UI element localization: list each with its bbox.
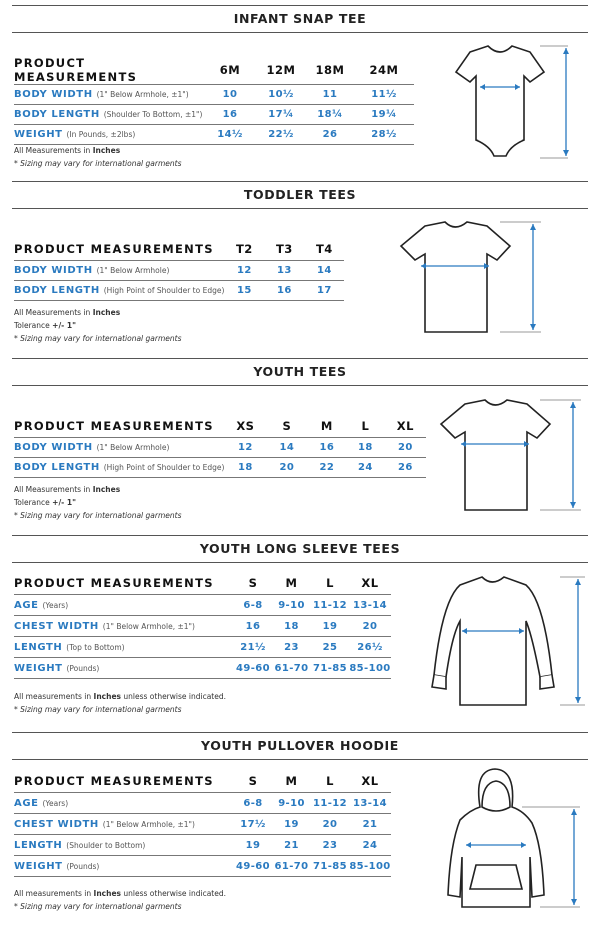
section-title: YOUTH PULLOVER HOODIE — [201, 738, 399, 753]
note-emphasis: +/- 1" — [52, 498, 77, 507]
row-label — [14, 856, 234, 877]
section-title-bar — [12, 181, 588, 209]
measurement-note: (Years) — [42, 798, 69, 808]
measurement-name: CHEST WIDTH — [14, 818, 99, 830]
row-label — [14, 835, 234, 856]
measurement-name: WEIGHT — [14, 129, 63, 140]
table-row — [14, 458, 426, 478]
measurement-value: 18 — [272, 616, 311, 637]
measurement-value: 10 — [204, 85, 256, 105]
notes — [14, 690, 226, 716]
note-emphasis: +/- 1" — [52, 321, 77, 330]
table-row — [14, 85, 414, 105]
size-header: XL — [349, 572, 391, 595]
measurement-value: 18¼ — [306, 105, 354, 125]
size-header: T2 — [224, 238, 264, 261]
row-label — [14, 458, 224, 478]
section-title: TODDLER TEES — [243, 187, 357, 202]
measurement-note: (1" Below Armhole, ±1") — [96, 90, 189, 99]
measurement-value: 16 — [234, 616, 272, 637]
size-header: XL — [384, 415, 426, 438]
size-header: S — [234, 572, 272, 595]
note-line — [14, 306, 181, 319]
onesie-diagram-icon — [440, 40, 590, 169]
table-row — [14, 595, 391, 616]
measurement-value: 19¼ — [354, 105, 414, 125]
table-row — [14, 438, 426, 458]
size-header: 6M — [204, 56, 256, 85]
measurement-name: BODY LENGTH — [14, 109, 100, 120]
table-header-row — [14, 238, 344, 261]
measurement-value: 21½ — [234, 637, 272, 658]
table-header-row — [14, 770, 391, 793]
note-text: All Measurements in — [14, 485, 93, 494]
note-emphasis: Inches — [93, 889, 121, 898]
measurement-value: 13-14 — [349, 595, 391, 616]
measurement-value: 14½ — [204, 125, 256, 145]
row-label — [14, 637, 234, 658]
measurement-name: BODY WIDTH — [14, 89, 93, 100]
table-header-row — [14, 572, 391, 595]
row-label — [14, 438, 224, 458]
header-label: PRODUCT MEASUREMENTS — [14, 238, 224, 261]
size-header: T4 — [304, 238, 344, 261]
size-header: 12M — [256, 56, 306, 85]
measurement-name: BODY LENGTH — [14, 285, 100, 296]
measurement-value: 13 — [264, 261, 304, 281]
measurement-note: (Pounds) — [66, 861, 100, 871]
measurement-value: 15 — [224, 281, 264, 301]
measurement-value: 20 — [349, 616, 391, 637]
measurement-value: 61-70 — [272, 856, 311, 877]
hoodie-diagram-icon — [430, 765, 590, 919]
row-label — [14, 616, 234, 637]
note-text: All measurements in — [14, 889, 94, 898]
section-title-bar — [12, 5, 588, 33]
section-title: INFANT SNAP TEE — [233, 11, 367, 26]
note-text: Tolerance — [14, 321, 53, 330]
measurement-table — [14, 415, 426, 478]
note-line — [14, 319, 181, 332]
measurement-value: 26 — [384, 458, 426, 478]
table-header-row — [14, 415, 426, 438]
table-row — [14, 856, 391, 877]
measurement-value: 14 — [304, 261, 344, 281]
measurement-value: 17 — [304, 281, 344, 301]
measurement-note: (High Point of Shoulder to Edge) — [103, 286, 225, 295]
notes — [14, 483, 181, 522]
measurement-value: 11-12 — [311, 793, 349, 814]
size-header: XS — [224, 415, 266, 438]
measurement-value: 24 — [349, 835, 391, 856]
note-line — [14, 483, 181, 496]
size-header: S — [266, 415, 307, 438]
size-header: M — [307, 415, 346, 438]
measurement-table — [14, 238, 344, 301]
size-header: M — [272, 572, 311, 595]
measurement-note: (1" Below Armhole) — [96, 266, 170, 275]
row-label — [14, 105, 204, 125]
header-label: PRODUCT MEASUREMENTS — [14, 56, 204, 85]
measurement-value: 20 — [266, 458, 307, 478]
size-header: L — [311, 770, 349, 793]
measurement-table — [14, 56, 414, 145]
measurement-value: 22 — [307, 458, 346, 478]
disclaimer: * Sizing may vary for international garments — [14, 705, 182, 714]
measurement-value: 23 — [311, 835, 349, 856]
measurement-name: LENGTH — [14, 839, 63, 851]
note-emphasis: Inches — [93, 692, 121, 701]
table-row — [14, 616, 391, 637]
notes — [14, 887, 226, 913]
row-label — [14, 281, 224, 301]
measurement-value: 11 — [306, 85, 354, 105]
table-row — [14, 835, 391, 856]
size-header: S — [234, 770, 272, 793]
measurement-value: 71-85 — [311, 658, 349, 679]
size-header: 24M — [354, 56, 414, 85]
measurement-value: 20 — [311, 814, 349, 835]
measurement-value: 12 — [224, 438, 266, 458]
note-line — [14, 144, 181, 157]
section-title-bar — [12, 535, 588, 563]
measurement-value: 16 — [264, 281, 304, 301]
section-title-bar — [12, 358, 588, 386]
measurement-value: 71-85 — [311, 856, 349, 877]
measurement-name: WEIGHT — [14, 662, 63, 674]
measurement-note: (Shoulder to Bottom) — [66, 840, 146, 850]
measurement-value: 25 — [311, 637, 349, 658]
size-header: XL — [349, 770, 391, 793]
measurement-value: 18 — [224, 458, 266, 478]
measurement-note: (High Point of Shoulder to Edge) — [103, 463, 225, 472]
measurement-value: 26½ — [349, 637, 391, 658]
measurement-table — [14, 572, 391, 679]
measurement-value: 19 — [272, 814, 311, 835]
row-label — [14, 658, 234, 679]
row-label — [14, 595, 234, 616]
measurement-value: 24 — [346, 458, 384, 478]
size-header: 18M — [306, 56, 354, 85]
tee-diagram-icon — [385, 218, 550, 344]
note-text: All Measurements in — [14, 308, 93, 317]
measurement-value: 19 — [234, 835, 272, 856]
measurement-note: (Years) — [42, 600, 69, 610]
header-label: PRODUCT MEASUREMENTS — [14, 415, 224, 438]
size-header: L — [346, 415, 384, 438]
note-text: All Measurements in — [14, 146, 93, 155]
measurement-name: BODY WIDTH — [14, 442, 93, 453]
tee-diagram-icon — [425, 396, 590, 522]
measurement-note: (In Pounds, ±2lbs) — [66, 130, 136, 139]
table-row — [14, 105, 414, 125]
measurement-value: 49-60 — [234, 856, 272, 877]
measurement-value: 10½ — [256, 85, 306, 105]
measurement-value: 17¼ — [256, 105, 306, 125]
measurement-name: CHEST WIDTH — [14, 620, 99, 632]
table-row — [14, 658, 391, 679]
measurement-name: WEIGHT — [14, 860, 63, 872]
disclaimer: * Sizing may vary for international garments — [14, 334, 182, 343]
table-row — [14, 125, 414, 145]
measurement-table — [14, 770, 391, 877]
measurement-value: 13-14 — [349, 793, 391, 814]
measurement-value: 18 — [346, 438, 384, 458]
measurement-note: (Pounds) — [66, 663, 100, 673]
disclaimer: * Sizing may vary for international garments — [14, 159, 182, 168]
measurement-value: 16 — [204, 105, 256, 125]
measurement-value: 9-10 — [272, 793, 311, 814]
section-title-bar — [12, 732, 588, 760]
table-header-row — [14, 56, 414, 85]
measurement-value: 19 — [311, 616, 349, 637]
measurement-value: 20 — [384, 438, 426, 458]
measurement-value: 85-100 — [349, 856, 391, 877]
measurement-name: BODY LENGTH — [14, 462, 100, 473]
row-label — [14, 125, 204, 145]
measurement-value: 11-12 — [311, 595, 349, 616]
section-title: YOUTH TEES — [253, 364, 347, 379]
measurement-value: 6-8 — [234, 793, 272, 814]
measurement-value: 21 — [272, 835, 311, 856]
measurement-name: AGE — [14, 599, 39, 611]
note-emphasis: Inches — [92, 308, 121, 317]
measurement-value: 6-8 — [234, 595, 272, 616]
measurement-name: LENGTH — [14, 641, 63, 653]
header-label: PRODUCT MEASUREMENTS — [14, 770, 234, 793]
row-label — [14, 261, 224, 281]
measurement-value: 17½ — [234, 814, 272, 835]
measurement-value: 12 — [224, 261, 264, 281]
note-line — [14, 496, 181, 509]
note-line — [14, 887, 226, 900]
measurement-name: BODY WIDTH — [14, 265, 93, 276]
measurement-name: AGE — [14, 797, 39, 809]
size-header: M — [272, 770, 311, 793]
note-line — [14, 690, 226, 703]
table-row — [14, 261, 344, 281]
measurement-value: 21 — [349, 814, 391, 835]
measurement-note: (1" Below Armhole, ±1") — [102, 621, 195, 631]
measurement-value: 26 — [306, 125, 354, 145]
section-title: YOUTH LONG SLEEVE TEES — [199, 541, 401, 556]
table-row — [14, 814, 391, 835]
measurement-value: 61-70 — [272, 658, 311, 679]
disclaimer: * Sizing may vary for international garments — [14, 902, 182, 911]
measurement-note: (Shoulder To Bottom, ±1") — [103, 110, 203, 119]
measurement-value: 9-10 — [272, 595, 311, 616]
header-label: PRODUCT MEASUREMENTS — [14, 572, 234, 595]
note-text: unless otherwise indicated. — [121, 889, 226, 898]
measurement-note: (1" Below Armhole, ±1") — [102, 819, 195, 829]
note-text: Tolerance — [14, 498, 53, 507]
table-row — [14, 793, 391, 814]
note-emphasis: Inches — [92, 485, 121, 494]
note-text: All measurements in — [14, 692, 94, 701]
notes — [14, 306, 181, 345]
row-label — [14, 814, 234, 835]
disclaimer: * Sizing may vary for international garments — [14, 511, 182, 520]
measurement-value: 23 — [272, 637, 311, 658]
table-row — [14, 637, 391, 658]
notes — [14, 144, 181, 170]
note-emphasis: Inches — [92, 146, 121, 155]
measurement-value: 49-60 — [234, 658, 272, 679]
measurement-value: 85-100 — [349, 658, 391, 679]
measurement-value: 22½ — [256, 125, 306, 145]
row-label — [14, 793, 234, 814]
measurement-value: 14 — [266, 438, 307, 458]
measurement-value: 16 — [307, 438, 346, 458]
longsleeve-diagram-icon — [420, 565, 590, 714]
size-header: L — [311, 572, 349, 595]
note-text: unless otherwise indicated. — [121, 692, 226, 701]
measurement-value: 28½ — [354, 125, 414, 145]
measurement-value: 11½ — [354, 85, 414, 105]
row-label — [14, 85, 204, 105]
table-row — [14, 281, 344, 301]
measurement-note: (Top to Bottom) — [66, 642, 125, 652]
measurement-note: (1" Below Armhole) — [96, 443, 170, 452]
size-header: T3 — [264, 238, 304, 261]
